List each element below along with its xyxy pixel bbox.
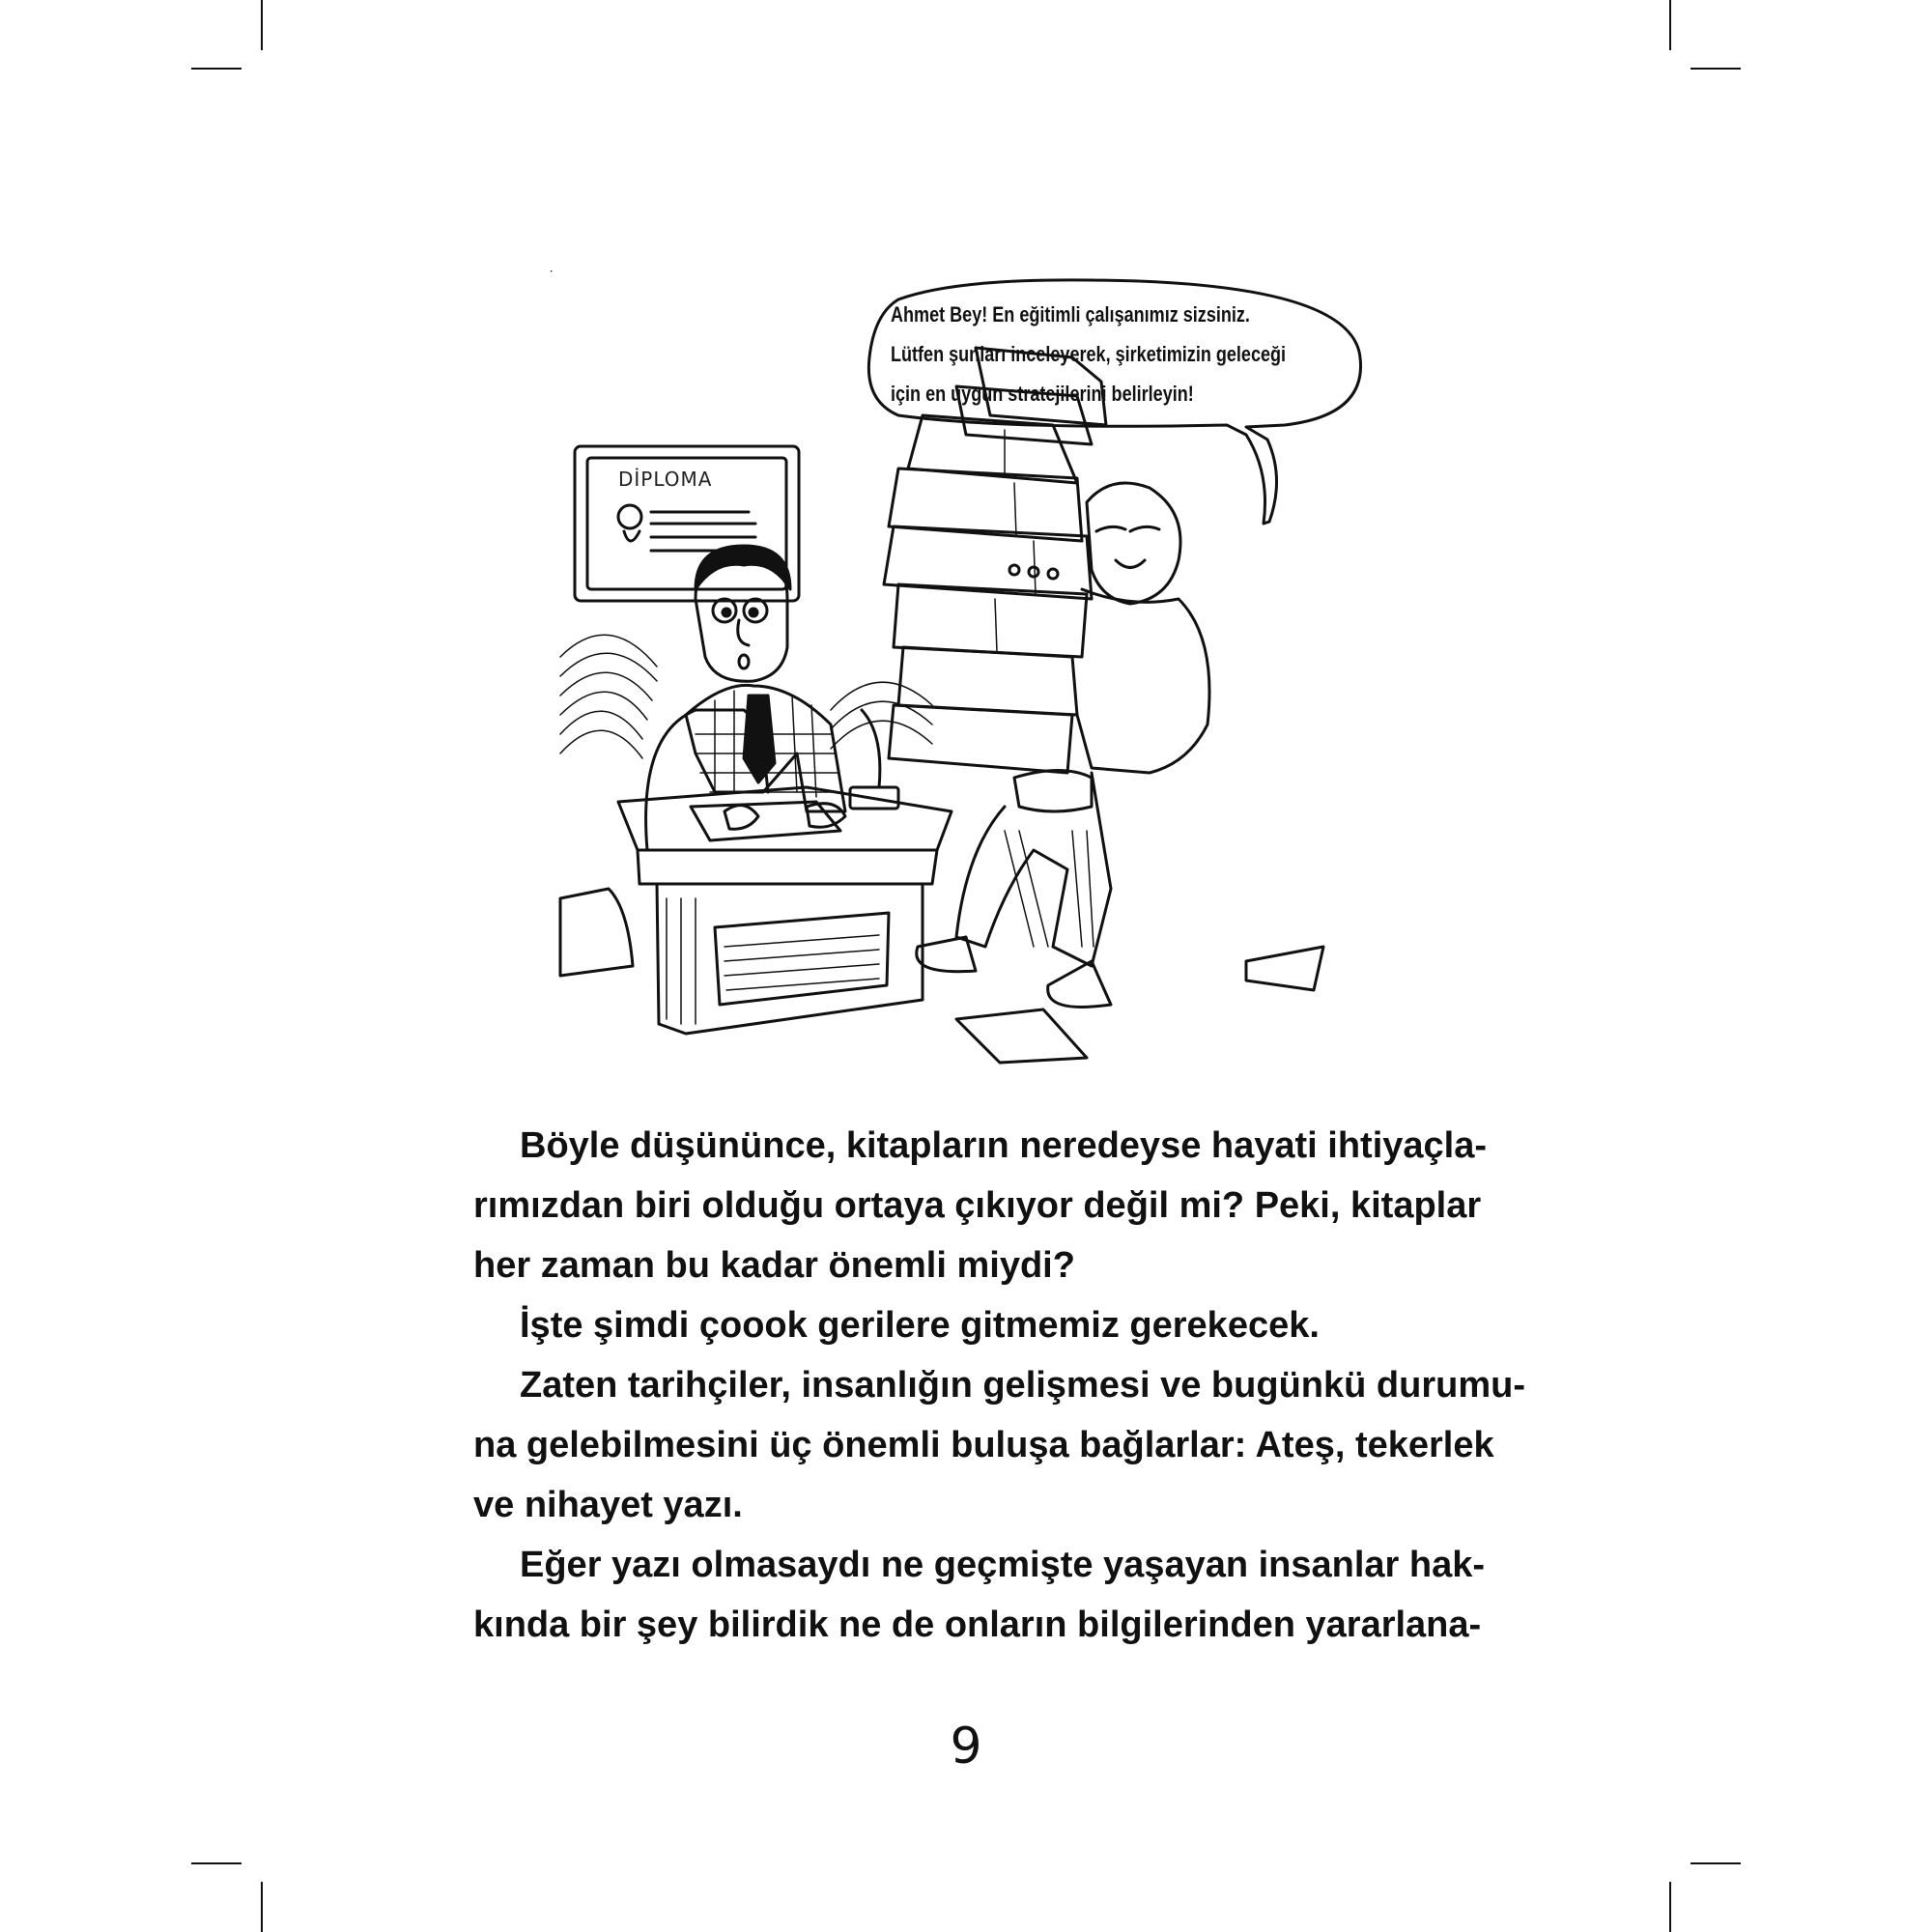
paragraph [473, 1295, 1459, 1355]
diploma-label: DİPLOMA [618, 468, 713, 491]
paragraph [473, 1355, 1525, 1535]
crop-mark-bottom-left-horizontal [191, 1862, 242, 1864]
text-line: Eğer yazı olmasaydı ne geçmişte yaşayan insanlar hak- [520, 1545, 1486, 1585]
speech-line: için en uygun stratejilerini belirleyin! [891, 382, 1194, 406]
speech-line: Ahmet Bey! En eğitimli çalışanımız sizsiniz. [891, 302, 1250, 327]
paper-sheet [1246, 947, 1323, 990]
text-line: Böyle düşününce, kitapların neredeyse hayati ihtiyaçla- [520, 1125, 1488, 1166]
text-line: kında bir şey bilirdik ne de onların bilgilerinden yararlana- [473, 1605, 1482, 1645]
bag [560, 889, 633, 976]
crop-mark-bottom-right-horizontal [1690, 1862, 1741, 1864]
crop-mark-bottom-left-vertical [261, 1882, 263, 1932]
text-line: rımızdan biri olduğu ortaya çıkıyor değil mi? Peki, kitaplar [473, 1185, 1482, 1226]
crop-mark-top-right-vertical [1669, 0, 1671, 50]
text-line: ve nihayet yazı. [473, 1485, 743, 1525]
text-line: İşte şimdi çoook gerilere gitmemiz gerekecek. [520, 1305, 1320, 1346]
page-number: 9 [950, 1718, 982, 1776]
text-line: na gelebilmesini üç önemli buluşa bağlarlar: Ateş, tekerlek [473, 1425, 1494, 1465]
crop-mark-top-right-horizontal [1690, 68, 1741, 70]
body-text [473, 1116, 1525, 1655]
crop-mark-top-left-horizontal [191, 68, 242, 70]
text-line: Zaten tarihçiler, insanlığın gelişmesi ve bugünkü durumu- [520, 1365, 1525, 1406]
paper-sheet [956, 1009, 1087, 1063]
paragraph [473, 1535, 1486, 1655]
text-line: her zaman bu kadar önemli miydi? [473, 1245, 1075, 1286]
speech-line: Lütfen şunları inceleyerek, şirketimizin geleceği [891, 342, 1287, 366]
crop-mark-top-left-vertical [261, 0, 263, 50]
speech-bubble-text [891, 295, 1287, 413]
crop-mark-bottom-right-vertical [1669, 1882, 1671, 1932]
standing-man [917, 483, 1209, 1008]
paragraph [473, 1116, 1488, 1295]
